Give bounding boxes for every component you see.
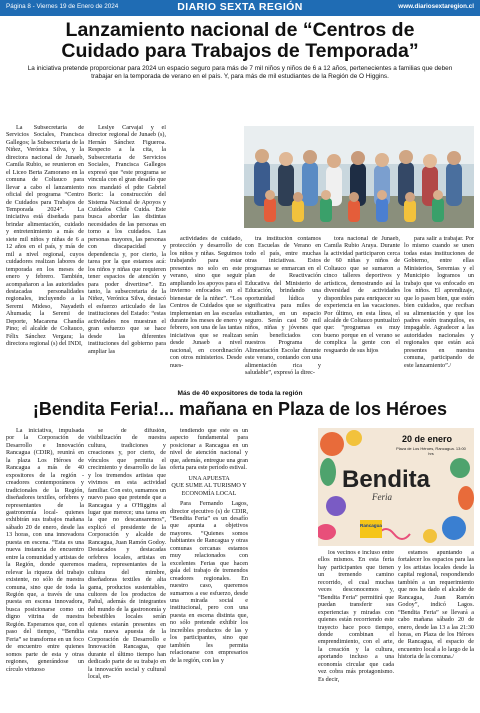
article2-column-2: se de difusión, visibilización de nuestra cultura, tradiciones y creaciones y, por cierto, de vínculos que permita el crecimiento y desarrollo de las y los tremendos artistas que vivimos en esta actividad familiar. Con esto, sumamos un nuevo paso que pretende que a Rancagua y a O'Higgins al lugar que merece; una tarea en la que no descansaremos”, explicó el presidente de la Corporación y alcalde de Rancagua, Juan Ramón Godoy. Destacados y destacadas orfebres locales, artistas en madera, representantes de la cultura del mimbre, diseñadoras textiles de alta gama, productos sustentables, cultores de los productos de Pañul, además de integrantes del mundo de la gastronomía y bebestibles locales serán quienes estarán presentes en esta nueva apuesta de la Corporación de Desarrollo e Innovación Rancagua, que durante el último tiempo han dedicado parte de su trabajo en la innovación social y cultural local, en-: [88, 428, 166, 680]
article1-photo: [244, 126, 474, 228]
poster-title: Bendita: [342, 466, 431, 493]
article1-lede: La iniciativa pretende proporcionar para 2024 un espacio seguro para más de 7 mil niños y niños de 6 a 12 años, pertenecientes a familias que deben trabajar en la temporada de verano en el país. Y, para más de mil estudiantes de la Región de O Higgins.: [27, 65, 453, 80]
article1-column-4: tra institución contamos con Escuelas de Verano en todo el país, entre muchas otras iniciativas. Estos programas se enmarcan en el plan de Reactivación Educativa del Ministerio de Educación, brindando una oportunidad lúdica y significativa para miles de estudiantes, en un espacio seguro. Serán casi 50 mil niños, niñas y jóvenes que serán beneficiados con nuestros Programa de Alimentación Escolar durante este verano, contando con una alimentación rica y saludable”, expresó la direc-: [245, 236, 321, 377]
article1-column-3: actividades de cuidado, protección y desarrollo de los niños y niñas. Seguimos trabajando para estar presentes no solo en este verano, sino que seguir ampliando los apoyos para el invierno enfocados en el bienestar de la niñez”. “Los Centros de Cuidados que se implementan en las escuelas durante los meses de enero y febrero, son una de las tantas iniciativas que se realizan desde Junaeb a nivel nacional, en coordinación con otros ministerios. Desde nues-: [170, 236, 242, 369]
poster-place: Plaza de Los Héroes, Rancagua. 13:00 hrs: [396, 446, 466, 456]
group-photo-image: [244, 126, 474, 228]
article1-column-2: Leslye Carvajal y el director regional de Junaeb (s), Hernán Sánchez Figueroa. Respecto a la cita, la Subsecretaria de Servicios Sociales, Francisca Gallegos expresó que “este programa se vincula con el gran desafío que nos mandató el pdte Gabriel Boric: la construcción del Sistema Nacional de Apoyos y Cuidados Chile Cuida. Este busca abordar las distintas necesidades de las personas en torno a los cuidados. Las personas mayores, las personas con discapacidad y dependencia y, por cierto, la tarea por la que estamos acá: los niños y niñas que requieren tener espacios de atención y para poder divertirse”. En tanto, la subsecretaria de la Niñez, Verónica Silva, destacó el esfuerzo articulado de las instituciones del Estado: “estas actividades nos muestran el gran esfuerzo que se hace desde las diferentes instituciones del gobierno para ampliar las: [88, 125, 166, 355]
article2-headline: ¡Bendita Feria!... mañana en Plaza de los Héroes: [32, 399, 448, 419]
article2-column-5: estamos apuntando a fortalecer los espacios para las y los artistas locales desde la capital regional, respondiendo también a un requerimiento que nos ha dado el alcalde de Rancagua, Juan Ramón Godoy”, indicó Lagos. “Bendita Feria” se llevará a cabo mañana sábado 20 de enero, desde las 13 a las 21:30 horas, en Plaza de los Héroes de Rancagua, el espacio de encuentro local a lo largo de la historia de la comuna./: [398, 550, 474, 661]
article2-column-4: los vecinos e incluso entre ellos mismos. En esta feria hay participantes que tienen un tremendo camino recorrido, el cual muchas veces desconocemos y, “Bendita Feria” permitirá que puedan transferir sus experiencias y miradas con quienes están recorriendo este trayecto hace poco tiempo, donde combinan el emprendimiento, con el arte, la creación y la cultura, aportando incluso a una economía circular que cada vez cobra más protagonismo. Es decir,: [318, 550, 394, 683]
article1-column-5: tora nacional de Junaeb, Camila Rubio Araya. Durante la actividad participaron cerca de 60 niñas y niños de Coltauco que se sumaron a cinco talleres deportivos y artísticos, demostrando así la diversidad de actividades disponibles para enriquecer su experiencia en las vacaciones. Por último, en esta línea, el alcalde de Coltauco puntualizó que: “programas es muy bueno porque en el verano se complica la gente con el resguardo de sus hijos: [324, 236, 400, 354]
article1-headline: Lanzamiento nacional de “Centros de Cuidado para Trabajos de Temporada”: [61, 19, 419, 62]
rancagua-logo: Rancagua: [360, 520, 382, 538]
article2-subhead: UNA APUESTA QUE SUME AL TURISMO Y ECONOMÍA LOCAL: [171, 475, 247, 497]
website-link[interactable]: www.diariosextaregion.cl: [398, 3, 474, 10]
article1-column-1: La Subsecretaria de Servicios Sociales, Francisca Gallegos; la Subsecretaria de la Niñez, Verónica Silva, y la directora nacional de Junaeb, Camila Rubio, se reunieron en el Liceo Berta Zamorano en la comuna de Coltauco para llevar a cabo el lanzamiento oficial del programa “Centro de Cuidados para Trabajos de Temporada 2024”. La iniciativa está diseñada para brindar alimentación, cuidado y entretenimiento a más de siete mil niños y niñas de 6 a 12 años en el país, y más de mil a nivel regional, cuyos cuidadores realizan labores de temporada en los meses de enero y febrero. También, acompañaron a las autoridades destacadas personalidades regionales, incluyendo a la Seremi Mideso, Nayadeth Ahumada; la Seremi de Deporte, Macarena Chandía Pino; el alcalde de Coltauco, Félix Sánchez Vergara; la directora regional (s) del INDI,: [6, 125, 84, 348]
article2-column-1: La iniciativa, impulsada por la Corporación de Desarrollo e Innovación Rancagua (CDIR), reunirá en la plaza Los Héroes de Rancagua a más de 40 expositores de la región -creadores contemporáneos y tradicionales de la Región, diseñadores textiles, orfebres y representantes de la gastronomía local- quienes exhibirán sus trabajos mañana sábado 20 de enero, desde las 13 horas, con una innovadora puesta en escena. “Esta es una nueva instancia de encuentro entre la comunidad y artistas de la Región, donde queremos relevar la riqueza del trabajo existente, no sólo de nuestra comuna, sino que de toda la Región que, a través de una puesta en escena innovadora, busca posicionarse como un digno vitrina de nuestra Región. Esperamos que, con el paso del tiempo, “Bendita Feria” se transforme en un foco de encuentro entre quienes somos parte de esta y otras regiones, generándose un círculo virtuoso: [6, 428, 84, 673]
page-date: Página 8 - Viernes 19 de Enero de 2024: [6, 3, 119, 10]
poster-subtitle: Feria: [372, 492, 392, 502]
page-header-bar: [0, 0, 480, 16]
article2-column-3: tendiendo que este es un aspecto fundamental para posicionar a Rancagua en un nivel de atención nacional y que, además, entregue una gran oferta para este período estival. UNA APUESTA QUE SUME AL TURISMO Y ECONOMÍA LOCAL Para Fernando Lagos, director ejecutivo (s) de CDIR, “Bendita Feria” es un desafío que apunta a objetivos mayores. “Quienes somos habitantes de Rancagua y otras comunas cercanas estamos muy relacionados con excelentes Ferias que hacen gala del trabajo de tremendos creadores regionales. En nuestro caso, queremos sumarnos a ese esfuerzo, desde una mirada social e institucional, pero con una puesta en escena distinta que, no sólo pretende exhibir los increíbles productos de las y los participantes, sino que también les permita relacionarse con empresarios de la región, con las y: [170, 428, 248, 664]
article1-column-6: para salir a trabajar. Por lo mismo cuando se unen todas estas instituciones de Gobierno, entre ellas Ministerios, Seremias y el Municipio logramos un trabajo que va enfocado en los niños. El aprendizaje, que lo pasen bien, que estén bien cuidados, que reciban su alimentación y que los padres estén tranquilos, es impagable. Agradecer a las autoridades nacionales y regionales que están acá presentes en nuestra comuna, participando de este lanzamiento”./: [404, 236, 474, 369]
publication-name: DIARIO SEXTA REGIÓN: [177, 1, 303, 13]
article2-overline: Más de 40 expositores de toda la región: [177, 390, 303, 397]
poster-date: 20 de enero: [402, 434, 453, 444]
bendita-feria-poster: [318, 428, 474, 546]
